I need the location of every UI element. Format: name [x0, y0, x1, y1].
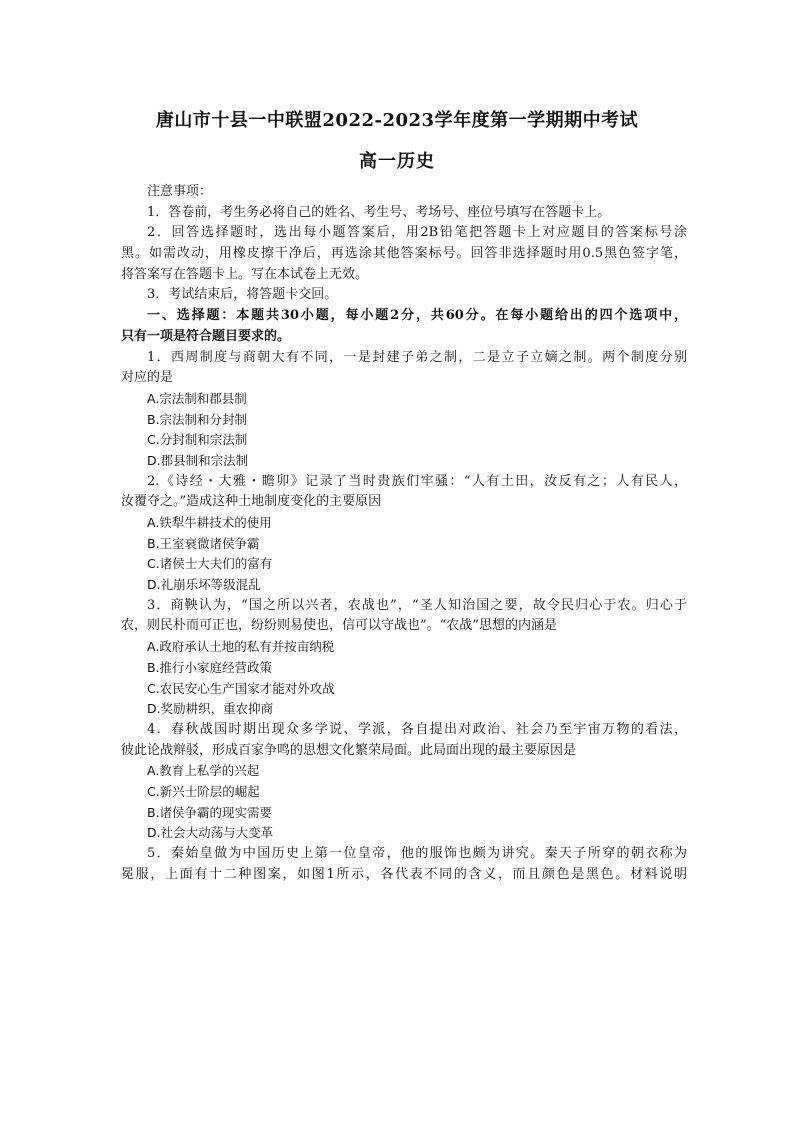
question-4-option-4: D.社会大动荡与大变革	[147, 825, 274, 841]
question-2-stem-line-1: 2.《诗经・大雅・瞻卯》记录了当时贵族们牢骚：“人有土田，汝反有之；人有民人，	[147, 473, 687, 489]
exam-body	[121, 182, 687, 885]
question-3-stem-line-1: 3．商鞅认为，“国之所以兴者，农战也”，“圣人知治国之要，故令民归心于农。归心于	[147, 597, 687, 613]
notice-item-3: 3．考试结束后，将答题卡交回。	[147, 287, 338, 303]
question-3-option-b: B.推行小家庭经营政策	[147, 659, 273, 675]
question-1-stem-line-2: 对应的是	[121, 370, 174, 386]
question-3-option-c: C.农民安心生产国家才能对外攻战	[147, 680, 335, 696]
question-2-option-c: C.诸侯士大夫们的富有	[147, 556, 273, 572]
exam-title: 唐山市十县一中联盟2022-2023学年度第一学期期中考试	[155, 110, 639, 131]
question-4-option-1: A.教育上私学的兴起	[147, 763, 260, 779]
question-3-stem-line-2: 农，则民朴而可正也，纷纷则易使也，信可以守战也”。“农战”思想的内涵是	[121, 618, 557, 634]
question-3-option-a: A.政府承认土地的私有并按亩纳税	[147, 639, 335, 655]
question-4-option-2: C.新兴士阶层的崛起	[147, 783, 260, 799]
question-2-option-b: B.王室衰微诸侯争霸	[147, 535, 260, 551]
question-1-option-b: B.宗法制和分封制	[147, 411, 248, 427]
question-5-stem-line-1: 5．秦始皇做为中国历史上第一位皇帝，他的服饰也颇为讲究。秦天子所穿的朝衣称为	[147, 846, 687, 861]
question-4-option-3: B.诸侯争霸的现实需要	[147, 804, 273, 820]
notice-item-2-line-2: 黑。如需改动，用橡皮擦干净后，再选涂其他答案标号。回答非选择题时用0.5黑色签字笔，	[121, 246, 687, 262]
question-5-stem-line-2: 冕服，上面有十二种图案，如图1所示，各代表不同的含义，而且颜色是黑色。材料说明	[121, 866, 687, 882]
section-heading-line-1: 一、选择题：本题共30小题，每小题2分，共60分。在每小题给出的四个选项中，	[147, 308, 687, 324]
exam-subject: 高一历史	[359, 151, 435, 172]
section-heading-line-2: 只有一项是符合题目要求的。	[121, 328, 291, 344]
question-2-option-a: A.铁犁牛耕技术的使用	[147, 515, 272, 530]
question-1-option-a: A.宗法制和郡县制	[147, 390, 247, 406]
notice-item-2-line-1: 2．回答选择题时，选出每小题答案后，用2B铅笔把答题卡上对应题目的答案标号涂	[147, 225, 687, 241]
question-2-stem-line-2: 汝覆夺之。”造成这种土地制度变化的主要原因	[121, 494, 382, 510]
notice-heading: 注意事项：	[147, 184, 213, 199]
question-1-stem-line-1: 1．西周制度与商朝大有不同，一是封建子弟之制，二是立子立嫡之制。两个制度分别	[147, 349, 687, 365]
question-4-stem-line-2: 彼此论战辩驳，形成百家争鸣的思想文化繁荣局面。此局面出现的最主要原因是	[121, 742, 577, 758]
question-1-option-c: C.分封制和宗法制	[147, 432, 248, 448]
notice-item-2-line-3: 将答案写在答题卡上。写在本试卷上无效。	[121, 266, 369, 282]
question-4-stem-line-1: 4．春秋战国时期出现众多学说、学派，各自提出对政治、社会乃至宇宙万物的看法，	[147, 721, 687, 737]
question-3-option-d: D.奖励耕织，重农抑商	[147, 701, 274, 717]
question-2-option-d: D.礼崩乐坏等级混乱	[147, 577, 261, 593]
notice-item-1: 1．答卷前，考生务必将自己的姓名、考生号、考场号、座位号填写在答题卡上。	[147, 204, 611, 220]
question-1-option-d: D.郡县制和宗法制	[147, 452, 249, 468]
